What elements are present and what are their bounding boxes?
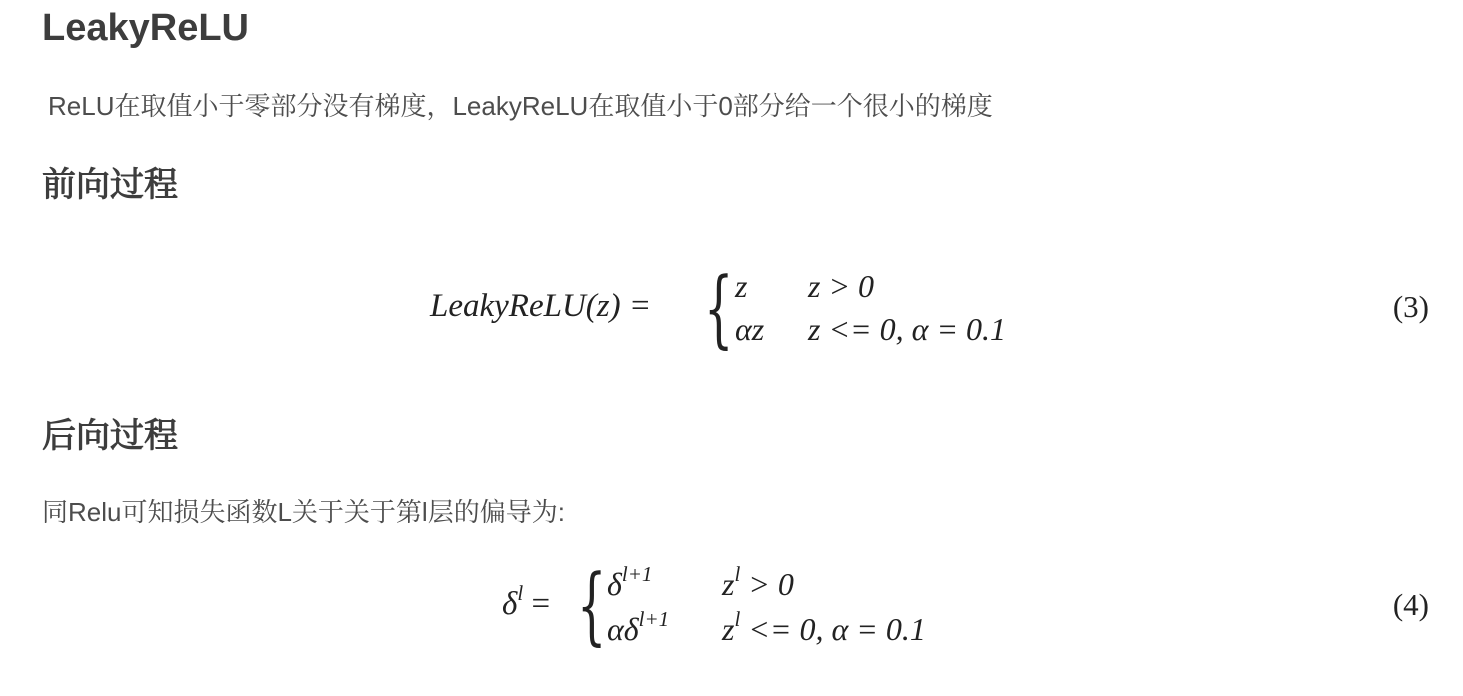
equation-3-case2-condition: z <= 0, α = 0.1 — [808, 311, 1007, 347]
equation-4-case1-condition: $z^l > 0$ — [722, 562, 794, 602]
backward-heading: 后向过程 — [42, 417, 178, 455]
equation-4-brace: { — [577, 556, 607, 654]
equation-3-number: (3) — [1392, 289, 1429, 324]
backward-paragraph: 同Relu可知损失函数L关于关于第l层的偏导为: — [42, 497, 565, 527]
equation-3-case1-condition: z > 0 — [808, 268, 875, 304]
equation-4-number: (4) — [1392, 587, 1429, 622]
equation-3-case1-value: z — [735, 268, 748, 304]
forward-heading: 前向过程 — [42, 166, 178, 204]
equation-4-case2-value: $\alpha\delta^{l+1}$ — [607, 607, 670, 647]
equation-3-lhs: LeakyReLU(z) = — [430, 288, 652, 324]
equation-3-brace: { — [704, 259, 734, 357]
page-title: LeakyReLU — [42, 7, 249, 49]
equation-4-case1-value: $\delta^{l+1}$ — [607, 562, 653, 602]
equation-4-case2-condition: $z^l <= 0$, α = 0.1 — [722, 607, 926, 647]
equation-3-case2-value: αz — [735, 311, 765, 347]
intro-paragraph: ReLU在取值小于零部分没有梯度，LeakyReLU在取值小于0部分给一个很小的梯度 — [48, 91, 993, 121]
equation-4-lhs: $\delta^l$ = — [502, 581, 551, 622]
